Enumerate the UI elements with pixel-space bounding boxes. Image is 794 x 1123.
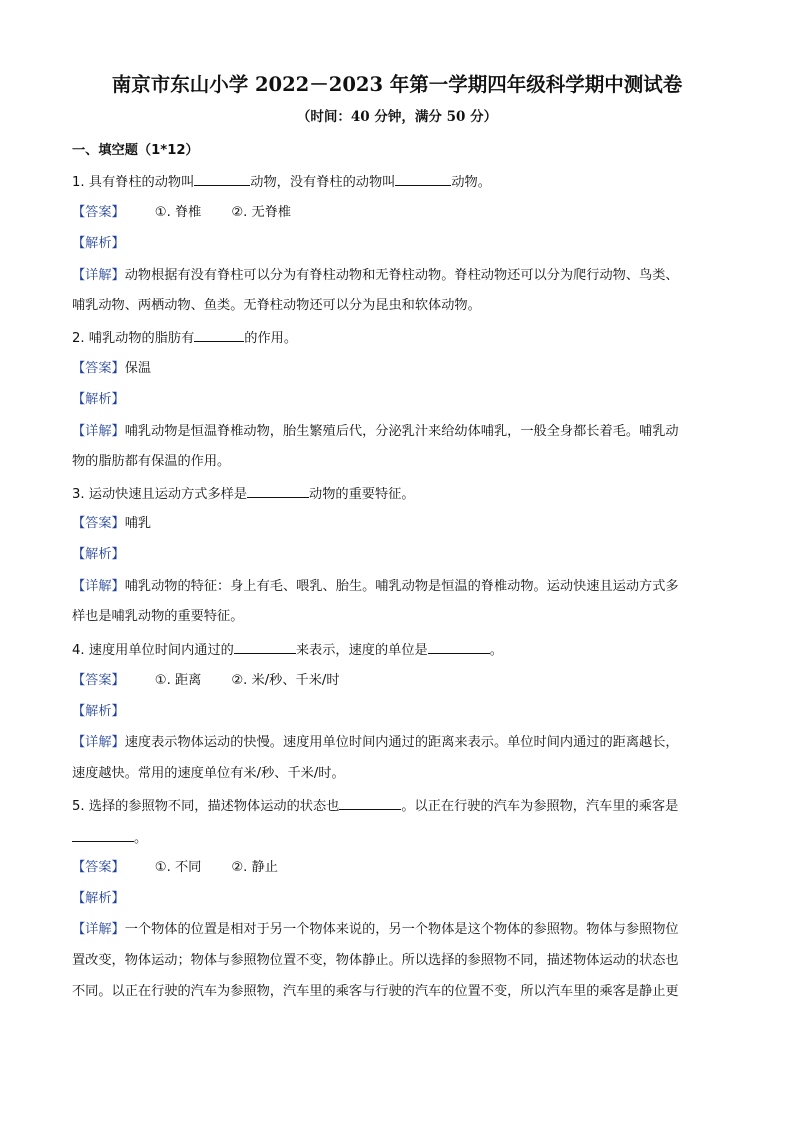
detail-line: 【详解】动物根据有没有脊柱可以分为有脊柱动物和无脊柱动物。脊柱动物还可以分为爬行动物、鸟类、 xyxy=(72,268,679,283)
analysis-label: 【解析】 xyxy=(72,891,125,906)
analysis-label: 【解析】 xyxy=(72,236,125,251)
answer-blank xyxy=(428,640,490,654)
detail-line: 【详解】一个物体的位置是相对于另一个物体来说的，另一个物体是这个物体的参照物。物体与参照物位 xyxy=(72,922,679,937)
detail-line: 样也是哺乳动物的重要特征。 xyxy=(72,609,244,624)
answer-line: 【答案】 ①. 不同 ②. 静止 xyxy=(72,860,278,875)
answer-blank xyxy=(194,328,244,342)
answer-blank xyxy=(234,640,296,654)
detail-line: 不同。以正在行驶的汽车为参照物，汽车里的乘客与行驶的汽车的位置不变，所以汽车里的乘客是静止更 xyxy=(72,984,679,999)
detail-line: 置改变，物体运动；物体与参照物位置不变，物体静止。所以选择的参照物不同，描述物体运动的状态也 xyxy=(72,953,679,968)
answer-line: 【答案】哺乳 xyxy=(72,516,152,531)
analysis-label: 【解析】 xyxy=(72,392,125,407)
exam-title: 南京市东山小学 2022－2023 年第一学期四年级科学期中测试卷 xyxy=(111,73,683,96)
detail-line: 【详解】速度表示物体运动的快慢。速度用单位时间内通过的距离来表示。单位时间内通过的距离越长， xyxy=(72,735,679,750)
detail-line: 【详解】哺乳动物的特征：身上有毛、喂乳、胎生。哺乳动物是恒温的脊椎动物。运动快速且运动方式多 xyxy=(72,579,679,594)
question-4: 4. 速度用单位时间内通过的 来表示，速度的单位是 。 xyxy=(72,640,503,660)
answer-blank xyxy=(247,484,309,498)
answer-blank xyxy=(395,172,451,186)
question-5-continued: 。 xyxy=(72,828,147,848)
detail-line: 物的脂肪都有保温的作用。 xyxy=(72,454,231,469)
answer-line: 【答案】 ①. 脊椎 ②. 无脊椎 xyxy=(72,205,292,220)
exam-subtitle: （时间：40 分钟，满分 50 分） xyxy=(296,109,498,125)
detail-line: 哺乳动物、两栖动物、鱼类。无脊柱动物还可以分为昆虫和软体动物。 xyxy=(72,298,481,313)
section-heading: 一、填空题（1*12） xyxy=(72,143,199,158)
answer-blank xyxy=(72,828,134,842)
answer-blank xyxy=(339,796,401,810)
answer-line: 【答案】保温 xyxy=(72,361,152,376)
answer-blank xyxy=(194,172,250,186)
detail-line: 【详解】哺乳动物是恒温脊椎动物，胎生繁殖后代，分泌乳汁来给幼体哺乳，一般全身都长着毛。哺乳动 xyxy=(72,424,679,439)
question-3: 3. 运动快速且运动方式多样是 动物的重要特征。 xyxy=(72,484,415,504)
detail-line: 速度越快。常用的速度单位有米/秒、千米/时。 xyxy=(72,766,345,781)
answer-line: 【答案】 ①. 距离 ②. 米/秒、千米/时 xyxy=(72,673,340,688)
answer-label: 【答案】 xyxy=(72,205,125,220)
question-2: 2. 哺乳动物的脂肪有 的作用。 xyxy=(72,328,297,348)
analysis-label: 【解析】 xyxy=(72,547,125,562)
question-1: 1. 具有脊柱的动物叫 动物，没有脊柱的动物叫 动物。 xyxy=(72,172,491,192)
analysis-label: 【解析】 xyxy=(72,704,125,719)
question-5: 5. 选择的参照物不同，描述物体运动的状态也 。以正在行驶的汽车为参照物，汽车里的乘客是 xyxy=(72,796,678,816)
